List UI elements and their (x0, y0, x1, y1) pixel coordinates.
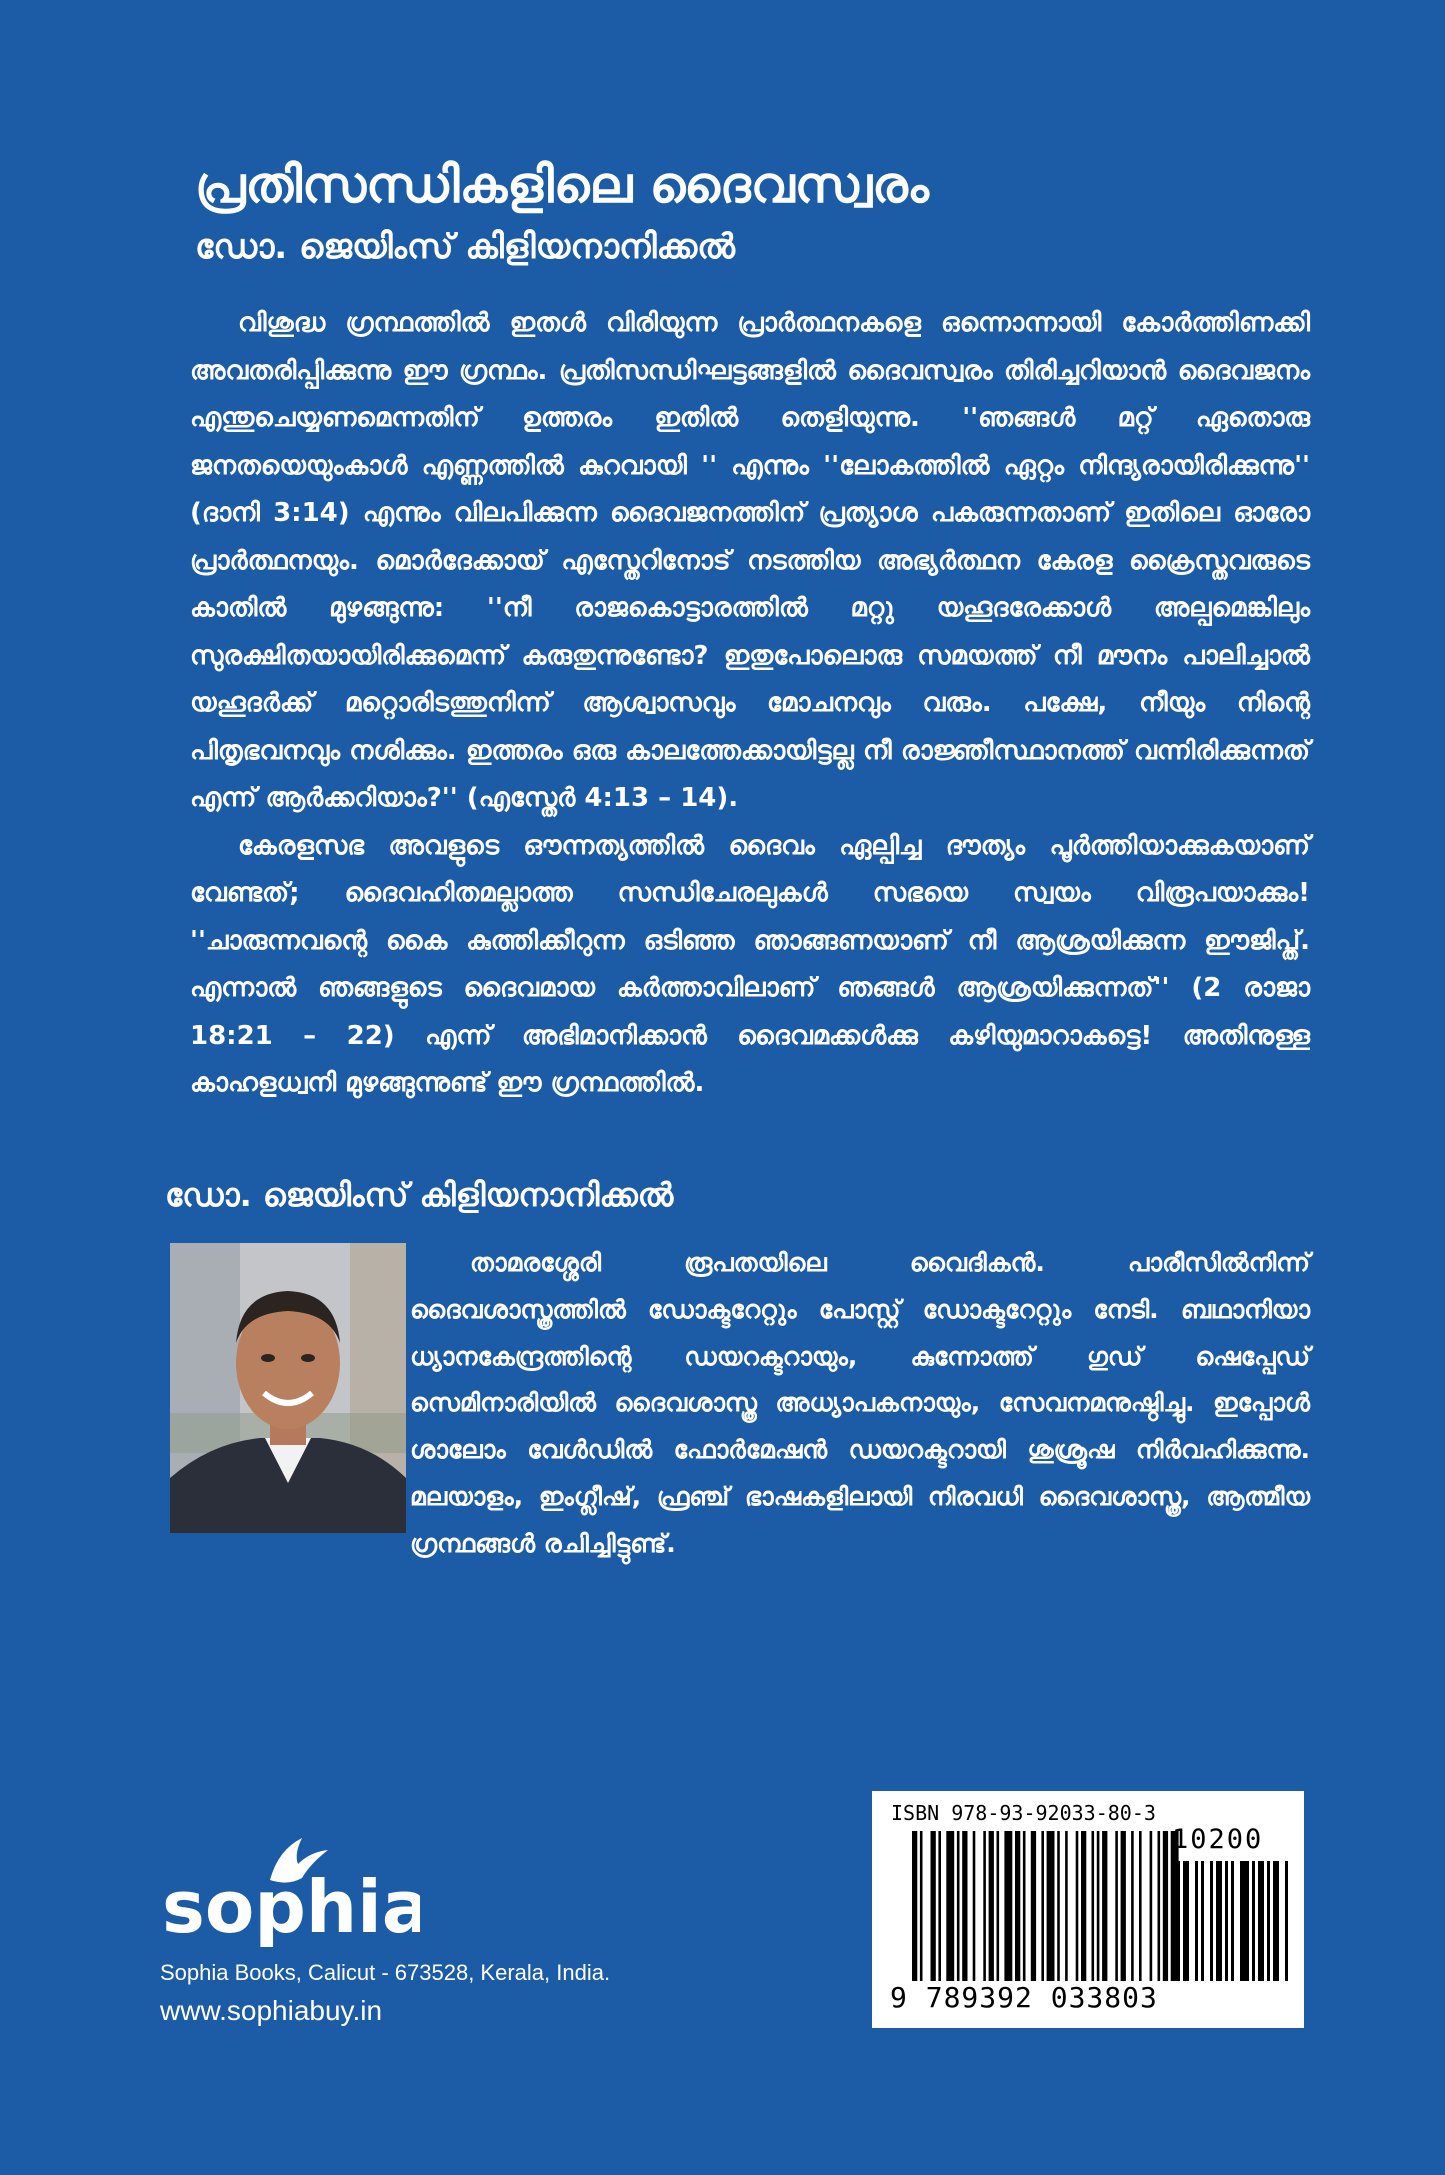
author-photo (170, 1243, 406, 1533)
isbn-label: ISBN 978-93-92033-80-3 (891, 1801, 1156, 1825)
barcode-bar (1004, 1831, 1012, 1981)
barcode-bar (973, 1831, 976, 1981)
blurb (190, 300, 1310, 1108)
barcode-bar (989, 1831, 994, 1981)
barcode-bar (1092, 1831, 1095, 1981)
barcode-bar (912, 1831, 917, 1981)
price-code: 10200 (1172, 1824, 1264, 1855)
logo-wordmark: sophia (162, 1865, 420, 1949)
barcode-digits: 9 789392 033803 (890, 1981, 1290, 2014)
barcode-bar (997, 1831, 1000, 1981)
barcode-bar (1065, 1831, 1068, 1981)
blurb-paragraph-1: വിശുദ്ധ ഗ്രന്ഥത്തിൽ ഇതൾ വിരിയുന്ന പ്രാർത്ഥനകളെ ഒന്നൊന്നായി കോർത്തിണക്കി അവതരിപ്പിക്കുന്നു ഈ ഗ്രന്ഥം. പ്രതിസന്ധിഘട്ടങ്ങളിൽ ദൈവസ്വരം തിരിച്ചറിയാൻ ദൈവജനം എന്തുചെയ്യണമെന്നതിന് ഉത്തരം ഇതിൽ തെളിയുന്നു. ''ഞങ്ങൾ മറ്റ് ഏതൊരു ജനതയെയുംകാൾ എണ്ണത്തിൽ കുറവായി '' എന്നും ''ലോകത്തിൽ ഏറ്റം നിന്ദ്യരായിരിക്കുന്നു'' (ദാനി 3:14) എന്നും വിലപിക്കുന്ന ദൈവജനത്തിന് പ്രത്യാശ പകരുന്നതാണ് ഇതിലെ ഓരോ പ്രാർത്ഥനയും. മൊർദേക്കായ് എസ്തേറിനോട് നടത്തിയ അഭ്യർത്ഥന കേരള ക്രൈസ്തവരുടെ കാതിൽ മുഴങ്ങുന്നു: ''നീ രാജകൊട്ടാരത്തിൽ മറ്റു യഹൂദരേക്കാൾ അല്പമെങ്കിലും സുരക്ഷിതയായിരിക്കുമെന്ന് കരുതുന്നുണ്ടോ? ഇതുപോലൊരു സമയത്ത് നീ മൗനം പാലിച്ചാൽ യഹൂദർക്ക് മറ്റൊരിടത്തുനിന്ന് ആശ്വാസവും മോചനവും വരും. പക്ഷേ, നീയും നിന്റെ പിതൃഭവനവും നശിക്കും. ഇത്തരം ഒരു കാലത്തേക്കായിട്ടല്ല നീ രാജ്ഞീസ്ഥാനത്ത് വന്നിരിക്കുന്നത് എന്ന് ആർക്കറിയാം?'' (എസ്തേർ 4:13 – 14). (190, 308, 1310, 813)
barcode-bar (1163, 1831, 1168, 1981)
barcode-bar (1131, 1831, 1134, 1981)
book-title: പ്രതിസന്ധികളിലെ ദൈവസ്വരം (195, 156, 929, 214)
barcode-bar (1150, 1831, 1153, 1981)
barcode-bar (1158, 1831, 1161, 1981)
publisher-address: Sophia Books, Calicut - 673528, Kerala, India. (160, 1960, 611, 1985)
barcode-bar (1041, 1831, 1044, 1981)
barcode-bar (946, 1831, 954, 1981)
barcode-bar (1121, 1831, 1126, 1981)
author-bio: താമരശ്ശേരി രൂപതയിലെ വൈദികൻ. പാരീസിൽനിന്ന് ദൈവശാസ്ത്രത്തിൽ ഡോക്ടറേറ്റും പോസ്റ്റ് ഡോക്ടറേറ്റും നേടി. ബഥാനിയാ ധ്യാനകേന്ദ്രത്തിന്റെ ഡയറക്ടറായും, കുന്നോത്ത് ഗുഡ് ഷെപ്പേഡ് സെമിനാരിയിൽ ദൈവശാസ്ത്ര അധ്യാപകനായും, സേവനമനുഷ്ഠിച്ചു. ഇപ്പോൾ ശാലോം വേൾഡിൽ ഫോർമേഷൻ ഡയറക്ടറായി ശുശ്രൂഷ നിർവഹിക്കുന്നു. മലയാളം, ഇംഗ്ലീഷ്, ഫ്രഞ്ച് ഭാഷകളിലായി നിരവധി ദൈവശാസ്ത്ര, ആത്മീയ ഗ്രന്ഥങ്ങൾ രചിച്ചിട്ടുണ്ട്. (410, 1248, 1310, 1558)
barcode-bar (1139, 1831, 1142, 1981)
publisher-logo (160, 1820, 420, 1950)
publisher-website-link[interactable]: www.sophiabuy.in (160, 1995, 383, 2026)
barcode-bar (1076, 1831, 1079, 1981)
barcode-bar (1023, 1831, 1026, 1981)
barcode-bar (1081, 1831, 1086, 1981)
author-heading: ഡോ. ജെയിംസ് കിളിയനാനിക്കൽ (165, 1176, 674, 1214)
barcode-bar (957, 1831, 960, 1981)
isbn-barcode (872, 1791, 1304, 2028)
barcode-bar (931, 1831, 936, 1981)
barcode-bar (1102, 1831, 1107, 1981)
barcode-bar (1031, 1831, 1036, 1981)
book-author: ഡോ. ജെയിംസ് കിളിയനാനിക്കൽ (195, 227, 736, 267)
blurb-paragraph-2: കേരളസഭ അവളുടെ ഔന്നത്യത്തിൽ ദൈവം ഏല്പിച്ച ദൗത്യം പൂർത്തിയാക്കുകയാണ് വേണ്ടത്; ദൈവഹിതമല്ലാത്ത സന്ധിചേരലുകൾ സഭയെ സ്വയം വിരൂപയാക്കും! ''ചാരുന്നവന്റെ കൈ കുത്തിക്കീറുന്ന ഒടിഞ്ഞ ഞാങ്ങണയാണ് നീ ആശ്രയിക്കുന്ന ഈജിപ്ത്. എന്നാൽ ഞങ്ങളുടെ ദൈവമായ കർത്താവിലാണ് ഞങ്ങൾ ആശ്രയിക്കുന്നത്'' (2 രാജാ 18:21 – 22) എന്ന് അഭിമാനിക്കാൻ ദൈവമക്കൾക്കു കഴിയുമാറാകട്ടെ! അതിനുള്ള കാഹളധ്വനി മുഴങ്ങുന്നുണ്ട് ഈ ഗ്രന്ഥത്തിൽ. (190, 830, 1310, 1098)
barcode-bar (1057, 1831, 1060, 1981)
barcode-bar (1115, 1831, 1118, 1981)
barcode-bar (1097, 1831, 1100, 1981)
barcode-bar (962, 1831, 967, 1981)
barcode-bar (1047, 1831, 1055, 1981)
barcode-bar (1015, 1831, 1020, 1981)
barcode-bar (938, 1831, 941, 1981)
barcode-bar (920, 1831, 923, 1981)
barcode-bar (983, 1831, 986, 1981)
